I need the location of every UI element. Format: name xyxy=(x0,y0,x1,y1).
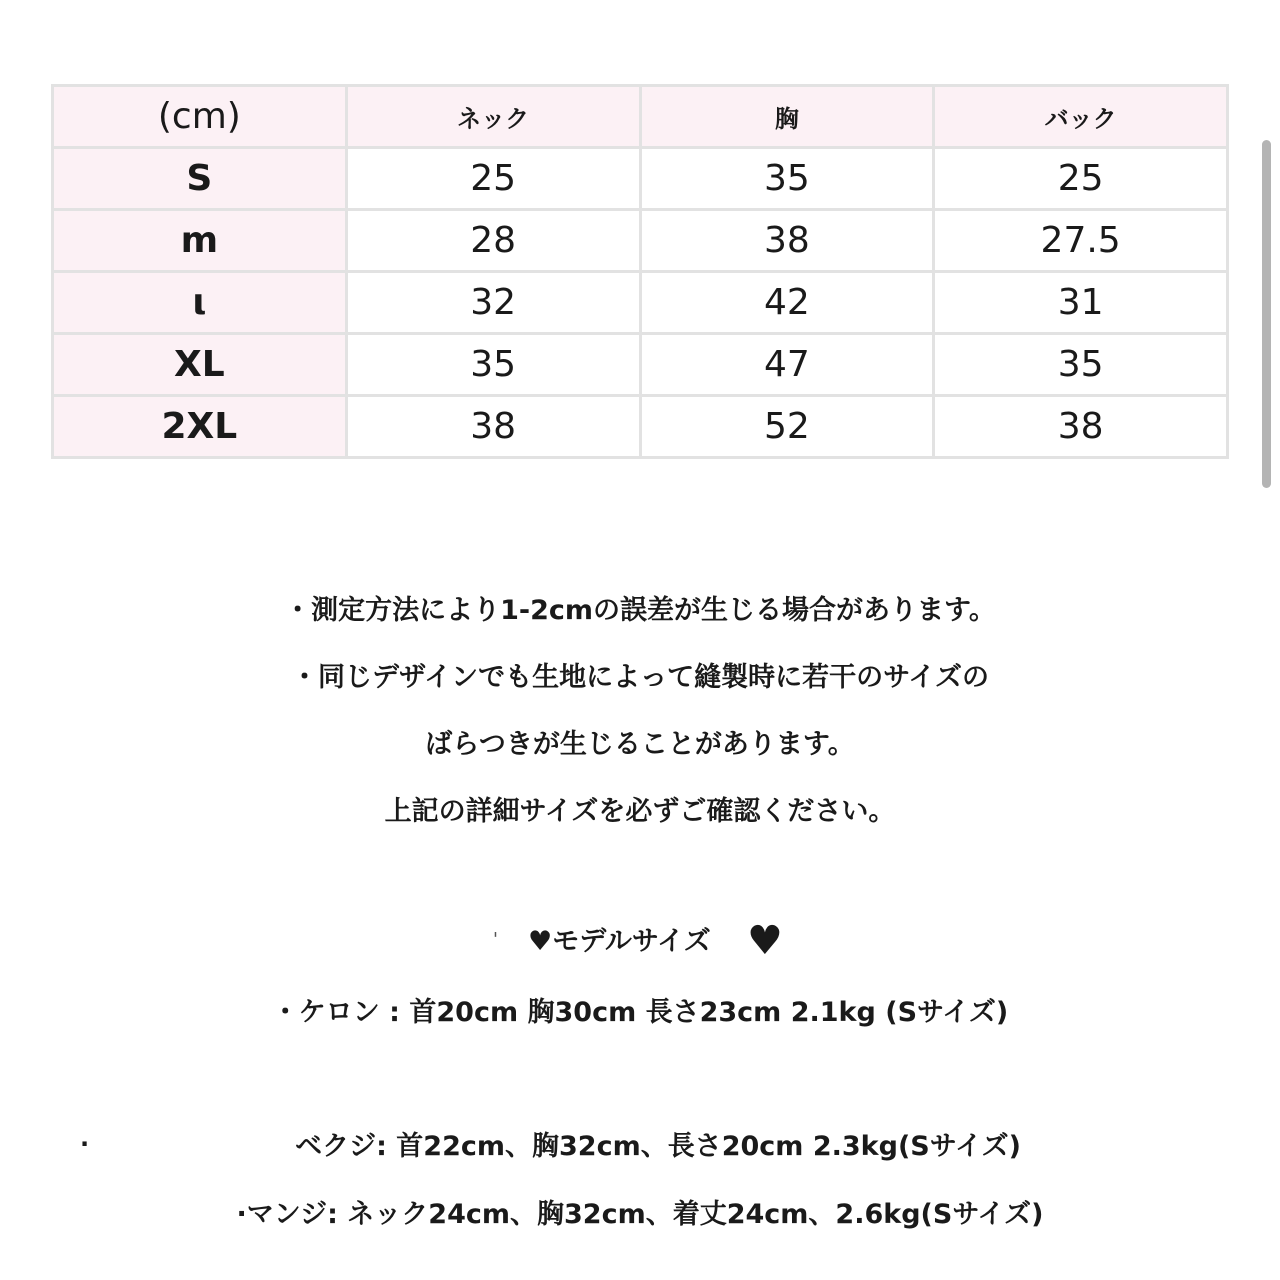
model-size-title: ♥モデルサイズ xyxy=(528,926,711,957)
model-item-keron: ・ケロン : 首20cm 胸30cm 長さ23cm 2.1kg (Sサイズ) xyxy=(271,997,1009,1028)
back-value: 27.5 xyxy=(934,210,1228,272)
size-label: ι xyxy=(53,272,347,334)
back-value: 35 xyxy=(934,334,1228,396)
size-label: S xyxy=(53,148,347,210)
model-item-bekuji: ベクジ: 首22cm、胸32cm、長さ20cm 2.3kg(Sサイズ) xyxy=(295,1131,1021,1162)
model-item-manji: ·マンジ: ネック24cm、胸32cm、着丈24cm、2.6kg(Sサイズ) xyxy=(236,1199,1044,1230)
table-row xyxy=(53,396,1228,458)
note-check-size: 上記の詳細サイズを必ずご確認ください。 xyxy=(384,796,896,827)
tick-mark: ' xyxy=(493,929,498,950)
size-table xyxy=(51,84,1229,459)
header-back: バック xyxy=(934,86,1228,148)
table-row xyxy=(53,148,1228,210)
chest-value: 52 xyxy=(640,396,934,458)
table-row xyxy=(53,210,1228,272)
note-measurement-error: ・測定方法により1-2cmの誤差が生じる場合があります。 xyxy=(284,595,996,626)
heart-icon: ♥ xyxy=(747,918,783,964)
scrollbar[interactable] xyxy=(1262,140,1271,488)
bullet-dot: · xyxy=(80,1130,90,1158)
back-value: 25 xyxy=(934,148,1228,210)
header-unit: (cm) xyxy=(53,86,347,148)
note-sewing-variation: ・同じデザインでも生地によって縫製時に若干のサイズの xyxy=(291,662,989,693)
size-label: 2XL xyxy=(53,396,347,458)
size-label: m xyxy=(53,210,347,272)
size-label: XL xyxy=(53,334,347,396)
chest-value: 42 xyxy=(640,272,934,334)
note-sewing-variation-cont: ばらつきが生じることがあります。 xyxy=(425,729,855,760)
neck-value: 28 xyxy=(346,210,640,272)
neck-value: 32 xyxy=(346,272,640,334)
table-header-row xyxy=(53,86,1228,148)
neck-value: 38 xyxy=(346,396,640,458)
header-neck: ネック xyxy=(346,86,640,148)
back-value: 38 xyxy=(934,396,1228,458)
back-value: 31 xyxy=(934,272,1228,334)
table-row xyxy=(53,272,1228,334)
chest-value: 47 xyxy=(640,334,934,396)
table-row xyxy=(53,334,1228,396)
neck-value: 35 xyxy=(346,334,640,396)
chest-value: 38 xyxy=(640,210,934,272)
neck-value: 25 xyxy=(346,148,640,210)
chest-value: 35 xyxy=(640,148,934,210)
header-chest: 胸 xyxy=(640,86,934,148)
